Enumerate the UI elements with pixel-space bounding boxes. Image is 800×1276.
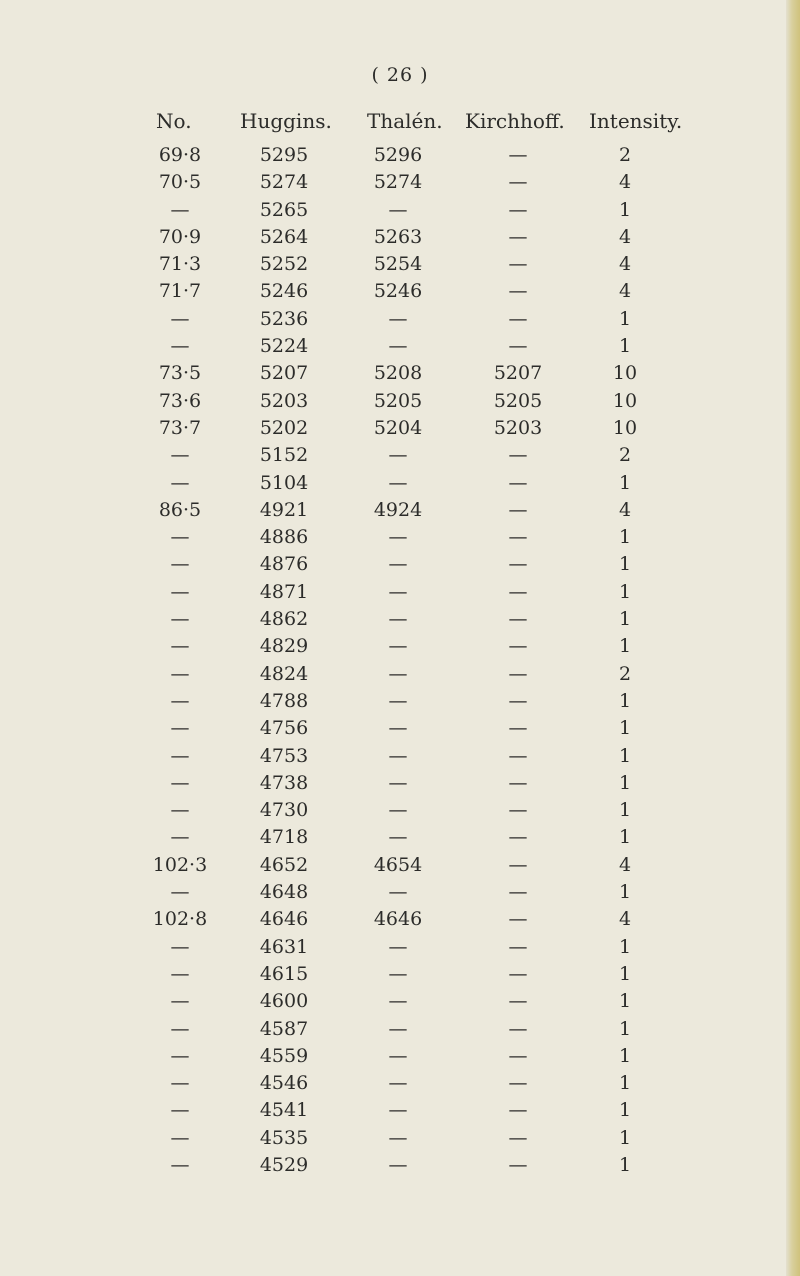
- cell-thalen: —: [388, 799, 408, 822]
- cell-intensity: 4: [618, 253, 632, 276]
- cell-intensity: 1: [618, 990, 632, 1013]
- cell-kirchhoff: —: [508, 1044, 528, 1067]
- cell-no: 70·9: [158, 225, 202, 248]
- cell-kirchhoff: —: [508, 717, 528, 740]
- cell-huggins: 4756: [259, 717, 309, 740]
- cell-thalen: —: [388, 1099, 408, 1122]
- cell-thalen: —: [388, 1126, 408, 1149]
- page-number: ( 26 ): [371, 64, 429, 86]
- cell-kirchhoff: —: [508, 307, 528, 330]
- table-row: [0, 197, 800, 224]
- cell-huggins: 4646: [259, 908, 309, 931]
- cell-kirchhoff: —: [508, 1099, 528, 1122]
- cell-kirchhoff: —: [508, 498, 528, 521]
- cell-kirchhoff: —: [508, 608, 528, 631]
- cell-intensity: 2: [618, 144, 632, 166]
- table-row: [0, 770, 800, 797]
- cell-no: —: [170, 662, 190, 685]
- cell-intensity: 1: [618, 1044, 632, 1067]
- cell-intensity: 1: [618, 471, 632, 494]
- cell-kirchhoff: —: [508, 826, 528, 849]
- cell-no: 70·5: [158, 171, 202, 194]
- cell-thalen: 5208: [373, 362, 423, 385]
- cell-thalen: 5263: [373, 225, 423, 248]
- cell-thalen: —: [388, 935, 408, 958]
- cell-no: —: [170, 1044, 190, 1067]
- cell-no: —: [170, 717, 190, 740]
- table-row: [0, 824, 800, 851]
- cell-kirchhoff: —: [508, 1017, 528, 1040]
- header-thalen: Thalén.: [367, 109, 443, 133]
- cell-huggins: 4824: [259, 662, 309, 685]
- cell-thalen: 5274: [373, 171, 423, 194]
- cell-intensity: 2: [618, 444, 632, 467]
- cell-no: 73·6: [158, 389, 202, 412]
- cell-intensity: 1: [618, 799, 632, 822]
- cell-kirchhoff: —: [508, 198, 528, 221]
- cell-kirchhoff: —: [508, 962, 528, 985]
- cell-kirchhoff: —: [508, 580, 528, 603]
- table-body: [0, 142, 800, 1179]
- cell-no: —: [170, 935, 190, 958]
- cell-kirchhoff: —: [508, 635, 528, 658]
- table-row: [0, 961, 800, 988]
- cell-intensity: 1: [618, 935, 632, 958]
- cell-no: 69·8: [158, 144, 202, 166]
- cell-intensity: 1: [618, 635, 632, 658]
- table-row: [0, 497, 800, 524]
- cell-thalen: 5246: [373, 280, 423, 303]
- cell-thalen: 5254: [373, 253, 423, 276]
- cell-huggins: 5264: [259, 225, 309, 248]
- cell-no: —: [170, 444, 190, 467]
- cell-thalen: —: [388, 444, 408, 467]
- cell-thalen: —: [388, 962, 408, 985]
- cell-intensity: 4: [618, 908, 632, 931]
- cell-thalen: —: [388, 526, 408, 549]
- cell-no: —: [170, 198, 190, 221]
- cell-thalen: —: [388, 608, 408, 631]
- cell-no: —: [170, 881, 190, 904]
- cell-no: —: [170, 553, 190, 576]
- cell-thalen: —: [388, 662, 408, 685]
- table-row: [0, 879, 800, 906]
- cell-thalen: 5204: [373, 416, 423, 439]
- cell-huggins: 5265: [259, 198, 309, 221]
- table-row: [0, 606, 800, 633]
- table-row: [0, 360, 800, 387]
- cell-kirchhoff: —: [508, 1072, 528, 1095]
- table-row: [0, 633, 800, 660]
- table-row: [0, 1125, 800, 1152]
- cell-huggins: 5295: [259, 144, 309, 166]
- table-row: [0, 388, 800, 415]
- cell-no: —: [170, 962, 190, 985]
- cell-huggins: 4652: [259, 853, 309, 876]
- cell-intensity: 1: [618, 881, 632, 904]
- cell-kirchhoff: —: [508, 935, 528, 958]
- cell-thalen: —: [388, 826, 408, 849]
- cell-kirchhoff: —: [508, 171, 528, 194]
- table-row: [0, 743, 800, 770]
- cell-intensity: 1: [618, 526, 632, 549]
- cell-kirchhoff: —: [508, 744, 528, 767]
- cell-thalen: —: [388, 771, 408, 794]
- cell-kirchhoff: —: [508, 335, 528, 358]
- cell-huggins: 5207: [259, 362, 309, 385]
- cell-kirchhoff: —: [508, 553, 528, 576]
- cell-huggins: 5246: [259, 280, 309, 303]
- cell-kirchhoff: 5207: [493, 362, 543, 385]
- cell-intensity: 1: [618, 689, 632, 712]
- cell-intensity: 1: [618, 771, 632, 794]
- cell-intensity: 1: [618, 1072, 632, 1095]
- cell-huggins: 4529: [259, 1153, 309, 1176]
- cell-intensity: 2: [618, 662, 632, 685]
- table-row: [0, 797, 800, 824]
- cell-huggins: 4862: [259, 608, 309, 631]
- cell-no: —: [170, 799, 190, 822]
- table-row: [0, 988, 800, 1015]
- cell-huggins: 4829: [259, 635, 309, 658]
- table-row: [0, 415, 800, 442]
- cell-huggins: 5224: [259, 335, 309, 358]
- table-row: [0, 1097, 800, 1124]
- cell-no: 102·3: [152, 853, 208, 876]
- table-row: [0, 306, 800, 333]
- cell-thalen: —: [388, 744, 408, 767]
- cell-huggins: 5274: [259, 171, 309, 194]
- cell-kirchhoff: —: [508, 144, 528, 166]
- cell-intensity: 4: [618, 171, 632, 194]
- cell-huggins: 4535: [259, 1126, 309, 1149]
- cell-no: 86·5: [158, 498, 202, 521]
- cell-huggins: 4753: [259, 744, 309, 767]
- cell-no: 73·7: [158, 416, 202, 439]
- cell-huggins: 4871: [259, 580, 309, 603]
- cell-huggins: 5252: [259, 253, 309, 276]
- cell-intensity: 1: [618, 335, 632, 358]
- table-header: [0, 109, 800, 139]
- table-row: [0, 551, 800, 578]
- cell-no: —: [170, 771, 190, 794]
- cell-no: 102·8: [152, 908, 208, 931]
- table-row: [0, 333, 800, 360]
- cell-intensity: 1: [618, 198, 632, 221]
- cell-kirchhoff: —: [508, 662, 528, 685]
- table-row: [0, 1016, 800, 1043]
- cell-intensity: 1: [618, 1099, 632, 1122]
- cell-intensity: 1: [618, 1126, 632, 1149]
- cell-kirchhoff: —: [508, 1126, 528, 1149]
- cell-no: —: [170, 580, 190, 603]
- cell-huggins: 4788: [259, 689, 309, 712]
- cell-thalen: —: [388, 1017, 408, 1040]
- cell-kirchhoff: —: [508, 771, 528, 794]
- cell-kirchhoff: —: [508, 471, 528, 494]
- cell-kirchhoff: —: [508, 881, 528, 904]
- cell-thalen: 5205: [373, 389, 423, 412]
- table-row: [0, 906, 800, 933]
- cell-thalen: —: [388, 1153, 408, 1176]
- cell-kirchhoff: —: [508, 908, 528, 931]
- cell-huggins: 4876: [259, 553, 309, 576]
- cell-thalen: 4646: [373, 908, 423, 931]
- cell-huggins: 4886: [259, 526, 309, 549]
- cell-intensity: 1: [618, 580, 632, 603]
- cell-huggins: 4615: [259, 962, 309, 985]
- cell-intensity: 1: [618, 717, 632, 740]
- cell-huggins: 4921: [259, 498, 309, 521]
- cell-kirchhoff: —: [508, 990, 528, 1013]
- table-row: [0, 442, 800, 469]
- cell-no: —: [170, 1153, 190, 1176]
- cell-kirchhoff: 5203: [493, 416, 543, 439]
- cell-thalen: 4654: [373, 853, 423, 876]
- cell-no: —: [170, 608, 190, 631]
- cell-no: —: [170, 635, 190, 658]
- cell-kirchhoff: —: [508, 689, 528, 712]
- cell-no: 71·3: [158, 253, 202, 276]
- cell-thalen: —: [388, 689, 408, 712]
- cell-no: —: [170, 990, 190, 1013]
- cell-thalen: —: [388, 335, 408, 358]
- cell-kirchhoff: 5205: [493, 389, 543, 412]
- cell-huggins: 4648: [259, 881, 309, 904]
- cell-intensity: 1: [618, 826, 632, 849]
- cell-no: —: [170, 471, 190, 494]
- header-intensity: Intensity.: [589, 109, 683, 133]
- table-row: [0, 524, 800, 551]
- cell-kirchhoff: —: [508, 225, 528, 248]
- cell-kirchhoff: —: [508, 253, 528, 276]
- cell-no: —: [170, 526, 190, 549]
- cell-no: —: [170, 1017, 190, 1040]
- table-row: [0, 251, 800, 278]
- cell-thalen: 4924: [373, 498, 423, 521]
- cell-intensity: 1: [618, 307, 632, 330]
- cell-thalen: 5296: [373, 144, 423, 166]
- cell-thalen: —: [388, 990, 408, 1013]
- cell-huggins: 4718: [259, 826, 309, 849]
- cell-kirchhoff: —: [508, 444, 528, 467]
- cell-thalen: —: [388, 635, 408, 658]
- cell-kirchhoff: —: [508, 1153, 528, 1176]
- cell-huggins: 4559: [259, 1044, 309, 1067]
- cell-intensity: 4: [618, 225, 632, 248]
- table-row: [0, 224, 800, 251]
- cell-thalen: —: [388, 717, 408, 740]
- header-huggins: Huggins.: [240, 109, 332, 133]
- cell-no: —: [170, 689, 190, 712]
- cell-huggins: 4600: [259, 990, 309, 1013]
- cell-huggins: 4730: [259, 799, 309, 822]
- cell-huggins: 4541: [259, 1099, 309, 1122]
- cell-kirchhoff: —: [508, 526, 528, 549]
- cell-huggins: 4546: [259, 1072, 309, 1095]
- cell-no: —: [170, 1099, 190, 1122]
- cell-huggins: 5236: [259, 307, 309, 330]
- cell-intensity: 1: [618, 1017, 632, 1040]
- table-row: [0, 169, 800, 196]
- cell-huggins: 5104: [259, 471, 309, 494]
- cell-no: 73·5: [158, 362, 202, 385]
- cell-no: —: [170, 826, 190, 849]
- table-row: [0, 934, 800, 961]
- cell-thalen: —: [388, 1072, 408, 1095]
- cell-intensity: 10: [612, 362, 638, 385]
- table-row: [0, 852, 800, 879]
- table-row: [0, 1043, 800, 1070]
- cell-intensity: 1: [618, 553, 632, 576]
- cell-huggins: 4738: [259, 771, 309, 794]
- cell-no: —: [170, 744, 190, 767]
- cell-thalen: —: [388, 198, 408, 221]
- cell-kirchhoff: —: [508, 853, 528, 876]
- cell-thalen: —: [388, 580, 408, 603]
- cell-no: —: [170, 1126, 190, 1149]
- cell-kirchhoff: —: [508, 280, 528, 303]
- cell-intensity: 10: [612, 389, 638, 412]
- cell-intensity: 4: [618, 498, 632, 521]
- cell-thalen: —: [388, 553, 408, 576]
- table-row: [0, 688, 800, 715]
- table-row: [0, 579, 800, 606]
- cell-intensity: 1: [618, 608, 632, 631]
- table-row: [0, 1152, 800, 1179]
- cell-intensity: 1: [618, 1153, 632, 1176]
- cell-thalen: —: [388, 881, 408, 904]
- header-kirchhoff: Kirchhoff.: [465, 109, 565, 133]
- cell-no: —: [170, 335, 190, 358]
- cell-huggins: 5202: [259, 416, 309, 439]
- cell-kirchhoff: —: [508, 799, 528, 822]
- table-row: [0, 142, 800, 169]
- cell-intensity: 1: [618, 744, 632, 767]
- cell-thalen: —: [388, 307, 408, 330]
- table-row: [0, 661, 800, 688]
- cell-no: 71·7: [158, 280, 202, 303]
- cell-intensity: 1: [618, 962, 632, 985]
- cell-huggins: 5152: [259, 444, 309, 467]
- cell-thalen: —: [388, 471, 408, 494]
- table-row: [0, 715, 800, 742]
- cell-intensity: 10: [612, 416, 638, 439]
- table-row: [0, 278, 800, 305]
- cell-huggins: 4587: [259, 1017, 309, 1040]
- cell-intensity: 4: [618, 853, 632, 876]
- header-no: No.: [156, 109, 192, 133]
- cell-huggins: 5203: [259, 389, 309, 412]
- cell-thalen: —: [388, 1044, 408, 1067]
- cell-no: —: [170, 1072, 190, 1095]
- cell-intensity: 4: [618, 280, 632, 303]
- cell-no: —: [170, 307, 190, 330]
- cell-huggins: 4631: [259, 935, 309, 958]
- table-row: [0, 470, 800, 497]
- table-row: [0, 1070, 800, 1097]
